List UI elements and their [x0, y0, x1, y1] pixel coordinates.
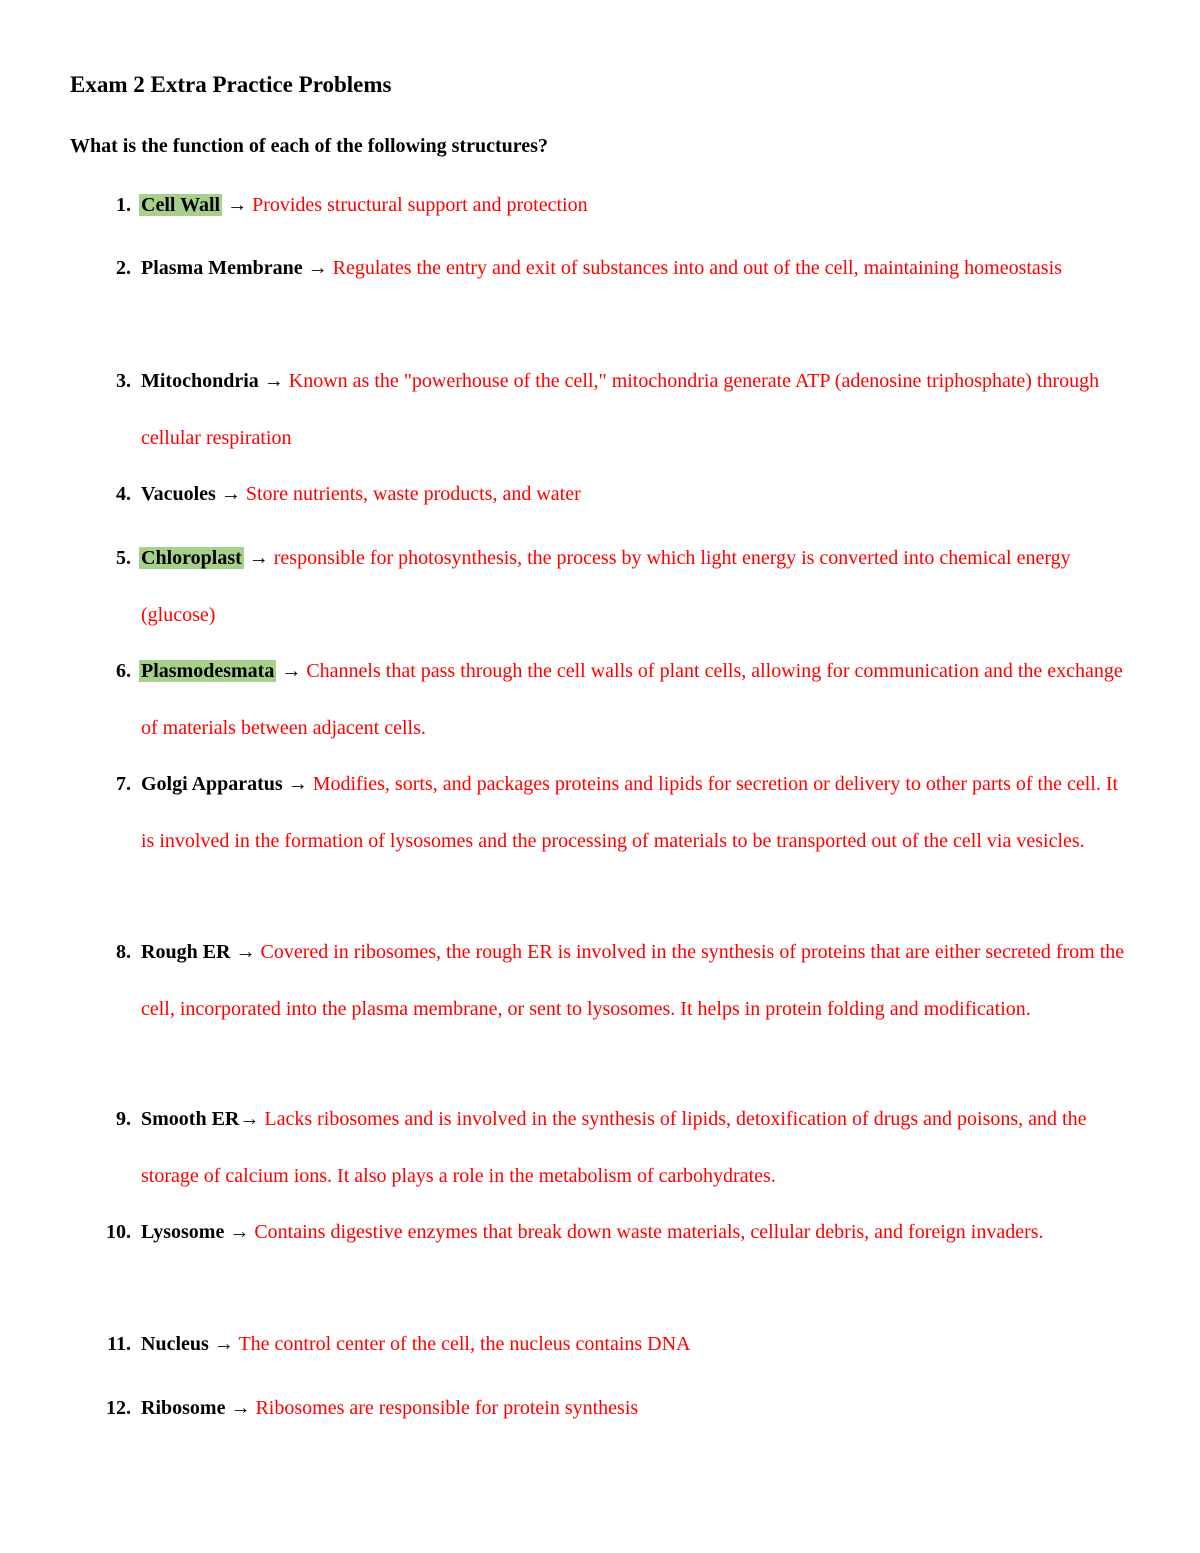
page-title: Exam 2 Extra Practice Problems [70, 72, 392, 97]
item-number: 4. [116, 483, 131, 505]
term-ribosome: Ribosome [141, 1397, 226, 1419]
definition: responsible for photosynthesis, the process by which light energy is converted into chemical energy (glucose) [141, 547, 1071, 626]
definition: Known as the "powerhouse of the cell," mitochondria generate ATP (adenosine triphosphate) through cellular respiration [141, 370, 1100, 449]
item-number: 7. [116, 773, 131, 795]
definition: Modifies, sorts, and packages proteins and lipids for secretion or delivery to other parts of the cell. It is involved in the formation of lysosomes and the processing of materials to be transported out of the cell via vesicles. [141, 773, 1119, 852]
term-smooth-er: Smooth ER [141, 1108, 240, 1130]
item-body [141, 643, 1131, 756]
item-body [141, 924, 1131, 1037]
arrow-icon: → [229, 1221, 250, 1243]
item-body [141, 240, 1131, 297]
arrow-icon: → [227, 194, 248, 216]
term-mitochondria: Mitochondria [141, 370, 259, 392]
item-number: 2. [116, 257, 131, 279]
item-body [141, 1316, 1131, 1373]
term-nucleus: Nucleus [141, 1333, 209, 1355]
definition: Channels that pass through the cell walls of plant cells, allowing for communication and the exchange of materials between adjacent cells. [141, 660, 1123, 739]
arrow-icon: → [213, 1333, 234, 1355]
item-number: 1. [116, 194, 131, 216]
item-number: 6. [116, 660, 131, 682]
term-plasmodesmata: Plasmodesmata [141, 660, 275, 682]
term-chloroplast: Chloroplast [141, 547, 242, 569]
item-body [141, 756, 1131, 869]
item-number: 12. [106, 1397, 131, 1419]
item-number: 11. [107, 1333, 131, 1355]
item-body [141, 1204, 1131, 1261]
item-number: 10. [106, 1221, 131, 1243]
item-body [141, 530, 1131, 643]
item-body [141, 353, 1131, 466]
item-number: 5. [116, 547, 131, 569]
definition: Provides structural support and protection [252, 194, 588, 216]
definition: The control center of the cell, the nucleus contains DNA [238, 1333, 691, 1355]
arrow-icon: → [230, 1397, 251, 1419]
definition: Covered in ribosomes, the rough ER is involved in the synthesis of proteins that are either secreted from the cell, incorporated into the plasma membrane, or sent to lysosomes. It helps in protein folding and modification. [141, 941, 1125, 1020]
term-plasma-membrane: Plasma Membrane [141, 257, 303, 279]
arrow-icon: → [263, 370, 284, 392]
term-golgi-apparatus: Golgi Apparatus [141, 773, 283, 795]
arrow-icon: → [239, 1108, 260, 1130]
arrow-icon: → [281, 660, 302, 682]
term-vacuoles: Vacuoles [141, 483, 216, 505]
item-body [141, 1380, 1131, 1437]
arrow-icon: → [248, 547, 269, 569]
definition: Regulates the entry and exit of substances into and out of the cell, maintaining homeostasis [332, 257, 1062, 279]
item-body [141, 1091, 1131, 1204]
definition: Store nutrients, waste products, and water [245, 483, 581, 505]
arrow-icon: → [235, 941, 256, 963]
definition: Ribosomes are responsible for protein synthesis [255, 1397, 639, 1419]
arrow-icon: → [307, 257, 328, 279]
term-cell-wall: Cell Wall [141, 194, 221, 216]
arrow-icon: → [220, 483, 241, 505]
term-rough-er: Rough ER [141, 941, 231, 963]
item-body [141, 177, 1131, 234]
definition: Lacks ribosomes and is involved in the synthesis of lipids, detoxification of drugs and poisons, and the storage of calcium ions. It also plays a role in the metabolism of carbohydrates. [141, 1108, 1087, 1187]
item-number: 3. [116, 370, 131, 392]
question-prompt: What is the function of each of the following structures? [70, 135, 548, 157]
item-number: 8. [116, 941, 131, 963]
arrow-icon: → [287, 773, 308, 795]
term-lysosome: Lysosome [141, 1221, 225, 1243]
item-body [141, 466, 1131, 523]
definition: Contains digestive enzymes that break down waste materials, cellular debris, and foreign invaders. [254, 1221, 1044, 1243]
item-number: 9. [116, 1108, 131, 1130]
